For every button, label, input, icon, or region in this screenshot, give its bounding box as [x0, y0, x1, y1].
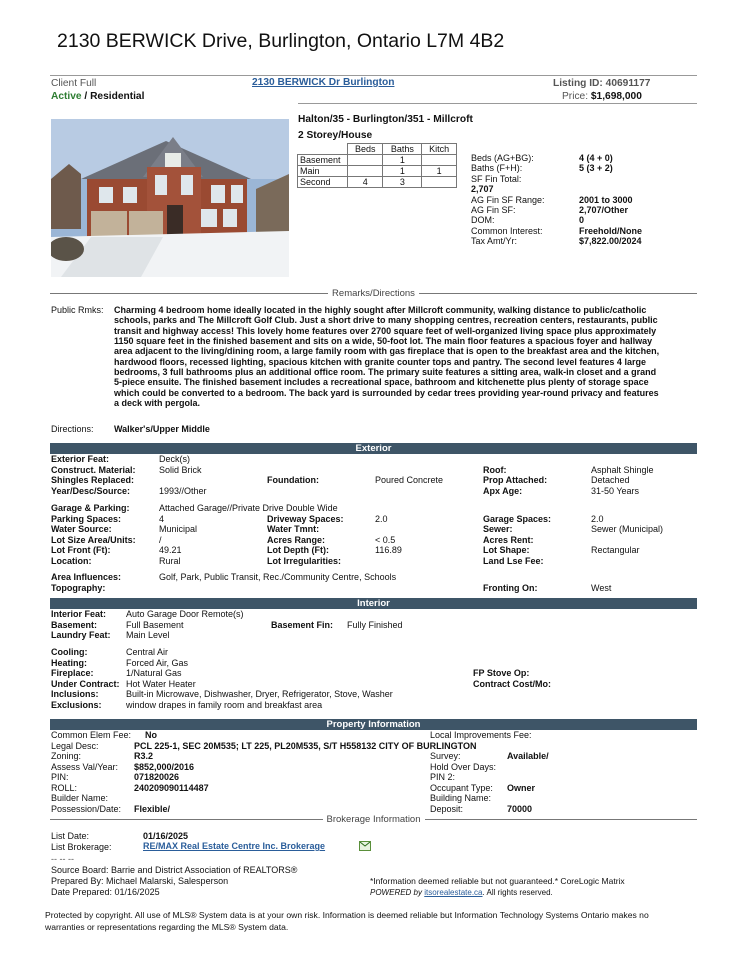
summary-row — [471, 184, 642, 194]
property-heading: Property Information — [50, 719, 697, 730]
status-line — [51, 91, 144, 102]
laundry-value: Main Level — [126, 630, 170, 640]
cooling-label: Cooling: — [51, 647, 88, 657]
lot-front-label: Lot Front (Ft): — [51, 545, 111, 555]
fp-stove-label: FP Stove Op: — [473, 668, 530, 678]
public-rmks-label: Public Rmks: — [51, 305, 104, 315]
pin-label: PIN: — [51, 772, 69, 782]
footer-source: Source Board: Barrie and District Association of REALTORS® — [51, 865, 298, 875]
zoning-label: Zoning: — [51, 751, 82, 761]
parking-label: Parking Spaces: — [51, 513, 122, 524]
room-kitch: 1 — [422, 166, 457, 177]
room-level: Basement — [298, 155, 348, 166]
interior-heading: Interior — [50, 598, 697, 609]
exterior-heading: Exterior — [50, 443, 697, 454]
fronting-value: West — [591, 582, 612, 593]
summary-value: 2,707 — [471, 184, 494, 195]
sewer-value: Sewer (Municipal) — [591, 524, 664, 534]
price-label: Price: — [562, 91, 589, 102]
fronting-label: Fronting On: — [483, 582, 538, 593]
roof-value: Asphalt Shingle — [591, 464, 654, 475]
area-inf-label: Area Influences: — [51, 572, 122, 582]
land-lse-label: Land Lse Fee: — [483, 555, 544, 566]
list-date-label: List Date: — [51, 831, 90, 841]
location-label: Location: — [51, 555, 92, 566]
hold-over-label: Hold Over Days: — [430, 761, 497, 772]
room-kitch — [422, 155, 457, 166]
ext-feat-label: Exterior Feat: — [51, 454, 110, 464]
assess-value: $852,000/2016 — [134, 761, 195, 772]
lot-depth-value: 116.89 — [375, 545, 402, 555]
legal-label: Legal Desc: — [51, 740, 99, 751]
list-brokerage-link[interactable]: RE/MAX Real Estate Centre Inc. Brokerage — [143, 841, 326, 851]
laundry-label: Laundry Feat: — [51, 630, 111, 640]
summary-label: AG Fin SF: — [471, 205, 516, 216]
basement-label: Basement: — [51, 619, 98, 630]
common-elem-label: Common Elem Fee: — [51, 730, 132, 740]
int-feat-label: Interior Feat: — [51, 609, 107, 619]
powered-label: POWERED by — [370, 888, 423, 897]
exclusions-value: window drapes in family room and breakfast area — [126, 699, 323, 710]
property-section — [51, 730, 697, 816]
listing-id-value: 40691177 — [605, 78, 651, 89]
mail-icon[interactable] — [359, 841, 371, 851]
powered-rights: . All rights reserved. — [482, 888, 553, 897]
room-beds: 4 — [348, 177, 383, 188]
legal-value: PCL 225-1, SEC 20M535; LT 225, PL20M535, S/T H558132 CITY OF BURLINGTON — [134, 740, 477, 751]
builder-label: Builder Name: — [51, 793, 109, 803]
list-date-value: 01/16/2025 — [143, 831, 189, 841]
summary-value: 4 (4 + 0) — [579, 153, 613, 163]
summary-label: SF Fin Total: — [471, 173, 522, 184]
prop-att-value: Detached — [591, 475, 630, 485]
status-separator: / — [81, 91, 91, 102]
exterior-section — [51, 454, 697, 594]
acres-rent-label: Acres Rent: — [483, 534, 534, 545]
copyright-line-2: warranties or representations regarding the MLS® System data. — [45, 922, 289, 932]
summary-row — [471, 195, 642, 205]
rooms-col-kitch: Kitch — [422, 144, 457, 155]
roof-label: Roof: — [483, 464, 507, 475]
constr-label: Construct. Material: — [51, 464, 136, 475]
water-value: Municipal — [159, 524, 198, 534]
remarks-heading — [50, 288, 697, 299]
brokerage-heading-text: Brokerage Information — [323, 814, 425, 825]
shingles-label: Shingles Replaced: — [51, 475, 135, 485]
water-tmnt-label: Water Tmnt: — [267, 524, 320, 534]
footer-disclaimer: *Information deemed reliable but not guaranteed.* CoreLogic Matrix — [370, 876, 625, 886]
room-baths: 1 — [383, 155, 422, 166]
summary-row — [471, 153, 642, 163]
garage-label: Garage & Parking: — [51, 503, 130, 513]
summary-value: 2,707/Other — [579, 205, 629, 216]
summary-label: Tax Amt/Yr: — [471, 236, 518, 247]
acres-range-value: < 0.5 — [375, 534, 396, 545]
footer-dashes: -- -- -- — [51, 854, 74, 864]
garage-spaces-value: 2.0 — [591, 513, 604, 524]
table-row — [298, 166, 457, 177]
apx-age-value: 31-50 Years — [591, 485, 640, 496]
summary-label: AG Fin SF Range: — [471, 194, 545, 205]
lot-depth-label: Lot Depth (Ft): — [267, 545, 329, 555]
property-photo[interactable] — [51, 119, 289, 277]
cooling-value: Central Air — [126, 647, 169, 657]
header-top-rule — [50, 75, 697, 76]
rooms-corner — [298, 144, 348, 155]
lot-size-label: Lot Size Area/Units: — [51, 534, 136, 545]
summary-list — [471, 153, 642, 247]
area-inf-value: Golf, Park, Public Transit, Rec./Community Centre, Schools — [159, 572, 397, 582]
lot-irreg-label: Lot Irregularities: — [267, 555, 342, 566]
summary-row — [471, 226, 642, 236]
driveway-value: 2.0 — [375, 513, 388, 524]
pin-value: 071820026 — [134, 772, 180, 782]
garage-spaces-label: Garage Spaces: — [483, 513, 552, 524]
lot-size-value: / — [159, 534, 162, 545]
summary-row — [471, 236, 642, 246]
list-brokerage-label: List Brokerage: — [51, 842, 112, 852]
table-row — [298, 155, 457, 166]
lot-front-value: 49.21 — [159, 545, 182, 555]
style-heading: 2 Storey/House — [298, 130, 373, 141]
under-contract-value: Hot Water Heater — [126, 678, 196, 689]
page-title: 2130 BERWICK Drive, Burlington, Ontario L7M 4B2 — [57, 30, 505, 52]
heating-label: Heating: — [51, 657, 87, 668]
sewer-label: Sewer: — [483, 524, 513, 534]
acres-range-label: Acres Range: — [267, 534, 326, 545]
driveway-label: Driveway Spaces: — [267, 513, 344, 524]
location-heading: Halton/35 - Burlington/351 - Millcroft — [298, 114, 473, 125]
lot-shape-value: Rectangular — [591, 545, 640, 555]
int-feat-value: Auto Garage Door Remote(s) — [126, 609, 244, 619]
footer-powered — [370, 887, 553, 898]
topo-label: Topography: — [51, 582, 106, 593]
foundation-label: Foundation: — [267, 475, 319, 485]
ext-feat-value: Deck(s) — [159, 454, 190, 464]
inclusions-label: Inclusions: — [51, 689, 99, 699]
summary-label: Common Interest: — [471, 225, 543, 236]
roll-label: ROLL: — [51, 782, 78, 793]
summary-value: $7,822.00/2024 — [579, 236, 642, 247]
mail-icon-glyph — [360, 842, 370, 850]
price — [562, 91, 642, 102]
basement-fin-value: Fully Finished — [347, 619, 403, 630]
zoning-value: R3.2 — [134, 751, 154, 761]
property-type: Residential — [90, 91, 145, 102]
prop-att-label: Prop Attached: — [483, 475, 548, 485]
price-value: $1,698,000 — [590, 91, 642, 102]
rooms-header-row — [298, 144, 457, 155]
survey-value: Available/ — [507, 751, 549, 761]
powered-link[interactable]: itsorealestate.ca — [424, 888, 483, 897]
roll-value: 240209090114487 — [134, 782, 209, 793]
constr-value: Solid Brick — [159, 464, 202, 475]
room-kitch — [422, 177, 457, 188]
year-label: Year/Desc/Source: — [51, 485, 131, 496]
room-baths: 3 — [383, 177, 422, 188]
water-label: Water Source: — [51, 524, 112, 534]
year-value: 1993//Other — [159, 485, 207, 496]
house-illustration — [51, 119, 289, 277]
under-contract-label: Under Contract: — [51, 678, 120, 689]
fireplace-label: Fireplace: — [51, 668, 94, 678]
deposit-value: 70000 — [507, 803, 533, 814]
rooms-col-baths: Baths — [383, 144, 422, 155]
summary-label: DOM: — [471, 215, 495, 226]
directions-label: Directions: — [51, 424, 94, 434]
lot-shape-label: Lot Shape: — [483, 545, 530, 555]
directions-value: Walker's/Upper Middle — [114, 424, 210, 434]
summary-label: Baths (F+H): — [471, 163, 523, 174]
header-bottom-rule — [298, 103, 697, 104]
summary-value: 0 — [579, 215, 585, 226]
occupant-label: Occupant Type: — [430, 782, 493, 793]
survey-label: Survey: — [430, 751, 461, 761]
inclusions-value: Built-in Microwave, Dishwasher, Dryer, Refrigerator, Stove, Washer — [126, 689, 393, 699]
room-level: Main — [298, 166, 348, 177]
apx-age-label: Apx Age: — [483, 485, 523, 496]
listing-id-label: Listing ID: — [553, 78, 603, 89]
basement-fin-label: Basement Fin: — [271, 619, 334, 630]
location-value: Rural — [159, 555, 181, 566]
heating-value: Forced Air, Gas — [126, 657, 189, 668]
address-link[interactable]: 2130 BERWICK Dr Burlington — [252, 77, 395, 88]
foundation-value: Poured Concrete — [375, 475, 444, 485]
local-impr-label: Local Improvements Fee: — [430, 730, 532, 740]
room-beds — [348, 155, 383, 166]
footer-date-prepared: Date Prepared: 01/16/2025 — [51, 887, 160, 897]
table-row — [298, 177, 457, 188]
building-label: Building Name: — [430, 793, 492, 803]
room-level: Second — [298, 177, 348, 188]
parking-value: 4 — [159, 513, 165, 524]
room-baths: 1 — [383, 166, 422, 177]
summary-row — [471, 174, 642, 184]
interior-section — [51, 609, 697, 719]
common-elem-value: No — [145, 730, 157, 740]
rooms-table — [297, 143, 457, 188]
brokerage-heading — [50, 814, 697, 825]
summary-value: 2001 to 3000 — [579, 194, 633, 205]
possession-value: Flexible/ — [134, 803, 171, 814]
deposit-label: Deposit: — [430, 803, 464, 814]
possession-label: Possession/Date: — [51, 803, 122, 814]
summary-row — [471, 163, 642, 173]
public-remarks: Charming 4 bedroom home ideally located in the highly sought after Millcroft community, walking distance to public/catholic schools, parks and The Millcroft Golf Club. Just a short drive to many shopping centres, recreation centers, restaurants, public transit and highway access! This lovely home features over 2700 square feet of well-organized living space plus approximately 1150 square feet in the finished basement and sits on a wide, 50-foot lot. The main floor features a spacious foyer and hallway area adjacent to the living/dining room, a large family room with gas fireplace that is open to the breakfast area and the kitchen, hardwood floors, recessed lighting, spacious kitchen with granite counter tops and pantry. The second level features 4 large bedrooms, 3 full bathrooms plus an additional office room. The primary suite features a sitting area, walk-in closet and a grand 5-piece ensuite. The finished basement includes a recreational space, bathroom and kitchenette plus plenty of storage space which could be converted to a bedroom. The back yard is surrounded by cedar trees providing year-round privacy and features a deck with pergola. — [114, 305, 660, 409]
summary-label: Beds (AG+BG): — [471, 153, 534, 163]
basement-value: Full Basement — [126, 619, 184, 630]
client-full-label: Client Full — [51, 78, 97, 89]
summary-value: 5 (3 + 2) — [579, 163, 613, 174]
rooms-col-beds: Beds — [348, 144, 383, 155]
fireplace-value: 1/Natural Gas — [126, 668, 182, 678]
footer-prepared-by: Prepared By: Michael Malarski, Salesperson — [51, 876, 229, 886]
listing-id — [553, 78, 650, 89]
garage-value: Attached Garage//Private Drive Double Wide — [159, 503, 338, 513]
assess-label: Assess Val/Year: — [51, 761, 119, 772]
room-beds — [348, 166, 383, 177]
summary-value: Freehold/None — [579, 225, 643, 236]
exclusions-label: Exclusions: — [51, 699, 102, 710]
summary-row — [471, 215, 642, 225]
summary-row — [471, 205, 642, 215]
contract-cost-label: Contract Cost/Mo: — [473, 678, 551, 689]
status-badge: Active — [51, 91, 82, 102]
pin2-label: PIN 2: — [430, 772, 456, 782]
copyright-line-1: Protected by copyright. All use of MLS® System data is at your own risk. Information is deemed reliable but Information Technology Systems Ontario makes no — [45, 910, 649, 920]
occupant-value: Owner — [507, 782, 536, 793]
remarks-heading-text: Remarks/Directions — [328, 288, 419, 299]
